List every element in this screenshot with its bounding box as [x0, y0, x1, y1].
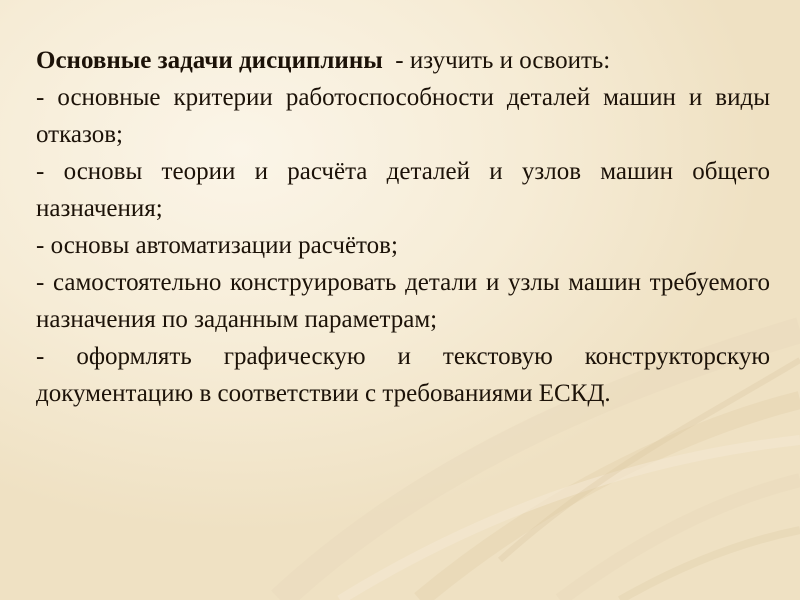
- heading-bold-text: Основные задачи дисциплины: [36, 47, 383, 74]
- slide-heading: [36, 42, 770, 79]
- list-item: - основные критерии работоспособности деталей машин и виды отказов;: [36, 84, 770, 148]
- list-item: - самостоятельно конструировать детали и узлы машин требуемого назначения по заданным параметрам;: [36, 269, 770, 333]
- slide-text-block: [36, 42, 770, 412]
- list-item: - основы автоматизации расчётов;: [36, 232, 398, 259]
- list-item: - оформлять графическую и текстовую конструкторскую документацию в соответствии с требованиями ЕСКД.: [36, 343, 770, 407]
- list-item: - основы теории и расчёта деталей и узлов машин общего назначения;: [36, 158, 770, 222]
- heading-rest-text: - изучить и освоить:: [382, 47, 611, 74]
